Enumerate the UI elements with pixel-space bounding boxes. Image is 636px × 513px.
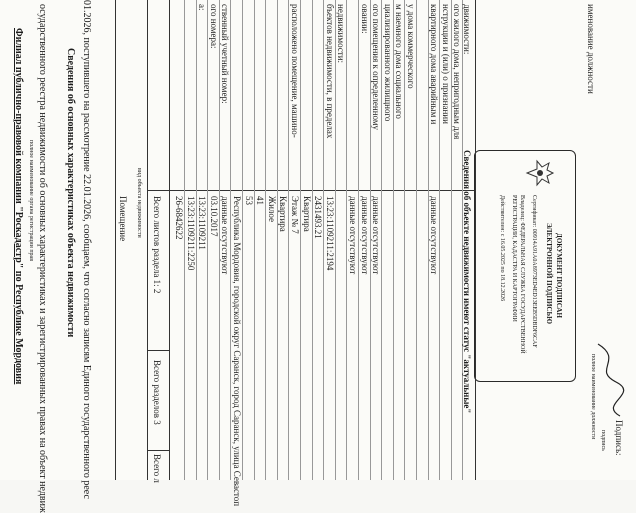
stamp-owner-2: РЕГИСТРАЦИИ, КАДАСТРА И КАРТОГРАФИИ (511, 195, 517, 322)
section-title: Сведения об основных характеристиках объекта недвижимости (65, 48, 76, 338)
table-row-divider (265, 0, 266, 480)
org-subtitle: полное наименование органа регистрации прав (28, 140, 34, 262)
table-row-divider (242, 0, 243, 480)
handwritten-signature-icon (588, 340, 628, 420)
table-row-value: 2431493.21 (313, 196, 324, 239)
table-border-top (115, 0, 116, 480)
table-row-label: у дома коммерческого (406, 4, 416, 89)
table-row-divider (416, 0, 417, 480)
table-row-value: 13:23:1109211 (197, 196, 208, 250)
table-row-divider (312, 0, 313, 480)
table-row-label: м наемного дома социального (394, 4, 405, 119)
sheets-total-info: Всего л (152, 454, 162, 483)
table-row-value: 13:23:1109211:2250 (185, 196, 196, 271)
table-row-value: данные отсутствуют (220, 196, 231, 275)
table-row-label: ого помещения к определенному (371, 4, 382, 131)
table-row-value: Этаж № 7 (290, 196, 300, 234)
table-row-label: расположено помещение, машино- (290, 4, 300, 138)
sections-info: Всего разделов 3 (152, 360, 162, 425)
eagle-emblem-icon (525, 159, 555, 187)
table-row-label: циализированного жилищного (382, 4, 393, 122)
signature-position-caption: полное наименование должности (590, 354, 596, 440)
table-row-value: данные отсутствуют (429, 196, 440, 275)
table-row-value: данные отсутствуют (359, 196, 370, 275)
stamp-cert: Сертификат: 00914A91A0A8973ED4ED13EEB5DBDF6CAF (531, 195, 537, 348)
intro-text: 01.2026, поступившего на рассмотрение 22.01.2026, сообщаем, что согласно записям Единого государственного реес (81, 0, 92, 499)
table-row-value: 13:23:1109211:2194 (324, 196, 335, 271)
table-row-divider (277, 0, 278, 480)
status-row-label: движимости: (462, 4, 472, 55)
table-row-value: 03.10.2017 (208, 196, 219, 237)
stamp-title-2: ЭЛЕКТРОННОЙ ПОДПИСЬЮ (545, 223, 553, 324)
object-type-caption: вид объекта недвижимости (136, 168, 142, 238)
table-row-value: Жилое (266, 196, 277, 222)
object-type: Помещение (118, 196, 128, 242)
table-row-divider (300, 0, 301, 480)
table-border-status (475, 0, 476, 480)
stamp-valid: Действителен: с 16.05.2025 по 18.12.2026 (499, 195, 505, 302)
table-row-value: 53 (243, 196, 254, 205)
official-position-label: именование должности (586, 4, 596, 94)
table-row-value: 26-6842622 (174, 196, 184, 240)
table-row-value: Квартира (278, 196, 289, 232)
table-row-label: недвижимости: (336, 4, 347, 64)
table-row-label: овании: (359, 4, 370, 34)
table-row-value: данные отсутствуют (348, 196, 358, 275)
signature-caption: подпись (600, 430, 606, 451)
table-row-label: ственный учетный номер: (220, 4, 231, 104)
sheets-section-info: Всего листов раздела 1: 2 (152, 196, 162, 294)
electronic-signature-stamp (474, 150, 576, 382)
table-row-divider (335, 0, 336, 480)
table-row-label: а: (197, 4, 208, 11)
table-row-divider (207, 0, 208, 480)
table-row-label: бъектов недвижимости, в пределах (324, 4, 335, 139)
stamp-owner-1: Владелец: ФЕДЕРАЛЬНАЯ СЛУЖБА ГОСУДАРСТВЕННОЙ (519, 195, 525, 354)
table-row-label: нструкции и (или) о признании (440, 4, 451, 124)
stamp-title-1: ДОКУМЕНТ ПОДПИСАН (555, 233, 563, 318)
table-row-label: ого номера: (208, 4, 219, 49)
table-row-label: квартирного дома аварийным и (429, 4, 440, 125)
signature-label: Подпись: (614, 420, 624, 456)
table-row-value: данные отсутствуют (371, 196, 382, 275)
table-border-info (169, 0, 170, 480)
info-divider-1 (148, 190, 170, 191)
info-divider-3 (148, 450, 170, 451)
table-row-divider (254, 0, 255, 480)
table-row-label: ого жилого дома, непригодным для (452, 4, 463, 140)
table-row-value: Республика Мордовия, городской округ Саранск, город Саранск, улица Севастоп (232, 196, 242, 507)
header-line: осударственного реестра недвижимости об основных характеристиках и зарегистрированных правах на объект недвиж (37, 4, 48, 513)
table-border-caption (147, 0, 148, 480)
info-divider-2 (148, 350, 170, 351)
table-row-value: Квартира (301, 196, 312, 232)
status-row-value: Сведения об объекте недвижимости имеют статус "актуальные" (462, 150, 472, 414)
org-title: Филиал публично-правовой компании "Роскадастр" по Республике Мордовия (13, 28, 24, 385)
table-row-value: 41 (255, 196, 266, 205)
